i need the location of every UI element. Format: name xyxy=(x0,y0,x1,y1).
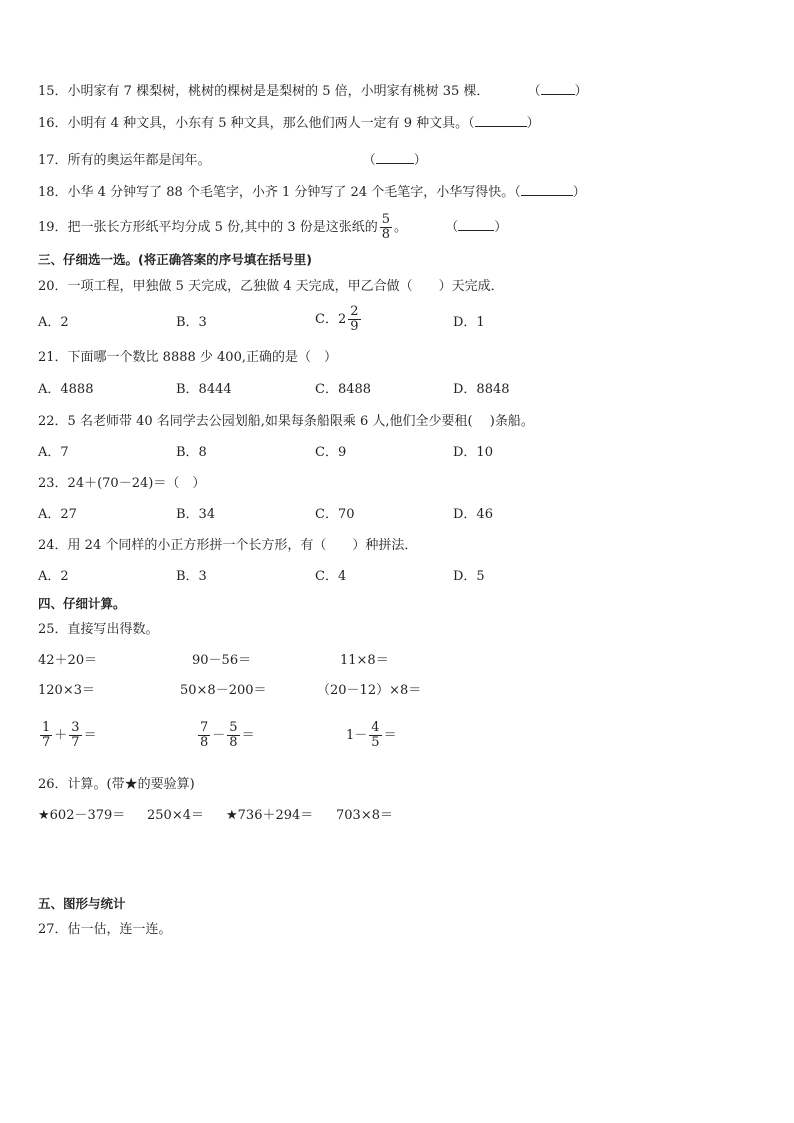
option-a[interactable]: A．4888 xyxy=(38,382,94,397)
section-heading-3: 三、仔细选一选。(将正确答案的序号填在括号里) xyxy=(38,252,312,267)
calc-item: （20－12）×8＝ xyxy=(317,683,422,698)
option-b[interactable]: B．3 xyxy=(176,569,207,584)
question-25: 25．直接写出得数。 xyxy=(38,622,159,637)
option-a[interactable]: A．27 xyxy=(38,507,77,522)
option-d[interactable]: D．1 xyxy=(453,315,485,330)
calc-item: 90－56＝ xyxy=(192,653,252,668)
section-heading-4: 四、仔细计算。 xyxy=(38,596,126,611)
question-23: 23．24＋(70－24)＝（ ） xyxy=(38,476,206,491)
answer-blank[interactable] xyxy=(521,185,573,196)
question-22: 22．5 名老师带 40 名同学去公园划船,如果每条船限乘 6 人,他们全少要租( )条船。 xyxy=(38,414,534,429)
answer-blank[interactable] xyxy=(541,84,575,95)
question-16: 16．小明有 4 种文具，小东有 5 种文具，那么他们两人一定有 9 种文具。（ ） xyxy=(38,116,540,131)
option-a[interactable]: A．2 xyxy=(38,315,69,330)
fraction: $\frac{2}{9}$ xyxy=(350,304,359,334)
option-d[interactable]: D．46 xyxy=(453,507,493,522)
calc-item: 250×4＝ xyxy=(147,808,204,823)
answer-blank[interactable] xyxy=(458,220,494,231)
question-27: 27．估一估，连一连。 xyxy=(38,922,172,937)
section-heading-5: 五、图形与统计 xyxy=(38,896,126,911)
calc-item: ★602－379＝ xyxy=(38,808,126,823)
question-18: 18．小华 4 分钟写了 88 个毛笔字，小齐 1 分钟写了 24 个毛笔字，小华写得快。（ ） xyxy=(38,185,586,200)
calc-item-fraction: 1－ $\frac{4}{5}$ ＝ xyxy=(346,720,397,750)
question-20: 20．一项工程，甲独做 5 天完成，乙独做 4 天完成，甲乙合做（ ）天完成． xyxy=(38,279,504,294)
option-a[interactable]: A．2 xyxy=(38,569,69,584)
option-a[interactable]: A．7 xyxy=(38,445,69,460)
calc-item-fraction: $\frac{7}{8}$ － $\frac{5}{8}$ ＝ xyxy=(200,720,255,750)
option-d[interactable]: D．10 xyxy=(453,445,493,460)
option-c[interactable]: C．8488 xyxy=(315,382,372,397)
question-19: 19．把一张长方形纸平均分成 5 份,其中的 3 份是这张纸的 $\frac{5}{8}$ 。 （ ） xyxy=(38,212,508,242)
option-c[interactable]: C．70 xyxy=(315,507,355,522)
calc-item: 42＋20＝ xyxy=(38,653,98,668)
fraction: $\frac{5}{8}$ xyxy=(381,212,391,242)
option-c[interactable]: C．4 xyxy=(315,569,347,584)
option-c[interactable]: C．9 xyxy=(315,445,347,460)
question-15: 15．小明家有 7 棵梨树，桃树的棵树是是梨树的 5 倍，小明家有桃树 35 棵． （ ） xyxy=(38,84,588,99)
question-21: 21．下面哪一个数比 8888 少 400,正确的是（ ） xyxy=(38,350,337,365)
answer-blank[interactable] xyxy=(475,116,527,127)
question-24: 24．用 24 个同样的小正方形拼一个长方形，有（ ）种拼法． xyxy=(38,538,418,553)
question-17: 17．所有的奥运年都是闰年。 （ ） xyxy=(38,153,427,168)
option-b[interactable]: B．8444 xyxy=(176,382,232,397)
calc-item-fraction: $\frac{1}{7}$ ＋ $\frac{3}{7}$ ＝ xyxy=(42,720,97,750)
calc-item: 50×8－200＝ xyxy=(180,683,267,698)
question-26: 26．计算。(带★的要验算) xyxy=(38,777,195,792)
calc-item: ★736＋294＝ xyxy=(226,808,314,823)
option-d[interactable]: D．8848 xyxy=(453,382,510,397)
option-d[interactable]: D．5 xyxy=(453,569,485,584)
calc-item: 120×3＝ xyxy=(38,683,95,698)
calc-item: 703×8＝ xyxy=(336,808,393,823)
option-b[interactable]: B．8 xyxy=(176,445,207,460)
answer-blank[interactable] xyxy=(376,153,414,164)
option-c[interactable]: C．2 $\frac{2}{9}$ xyxy=(315,304,359,334)
option-b[interactable]: B．3 xyxy=(176,315,207,330)
option-b[interactable]: B．34 xyxy=(176,507,216,522)
calc-item: 11×8＝ xyxy=(340,653,389,668)
